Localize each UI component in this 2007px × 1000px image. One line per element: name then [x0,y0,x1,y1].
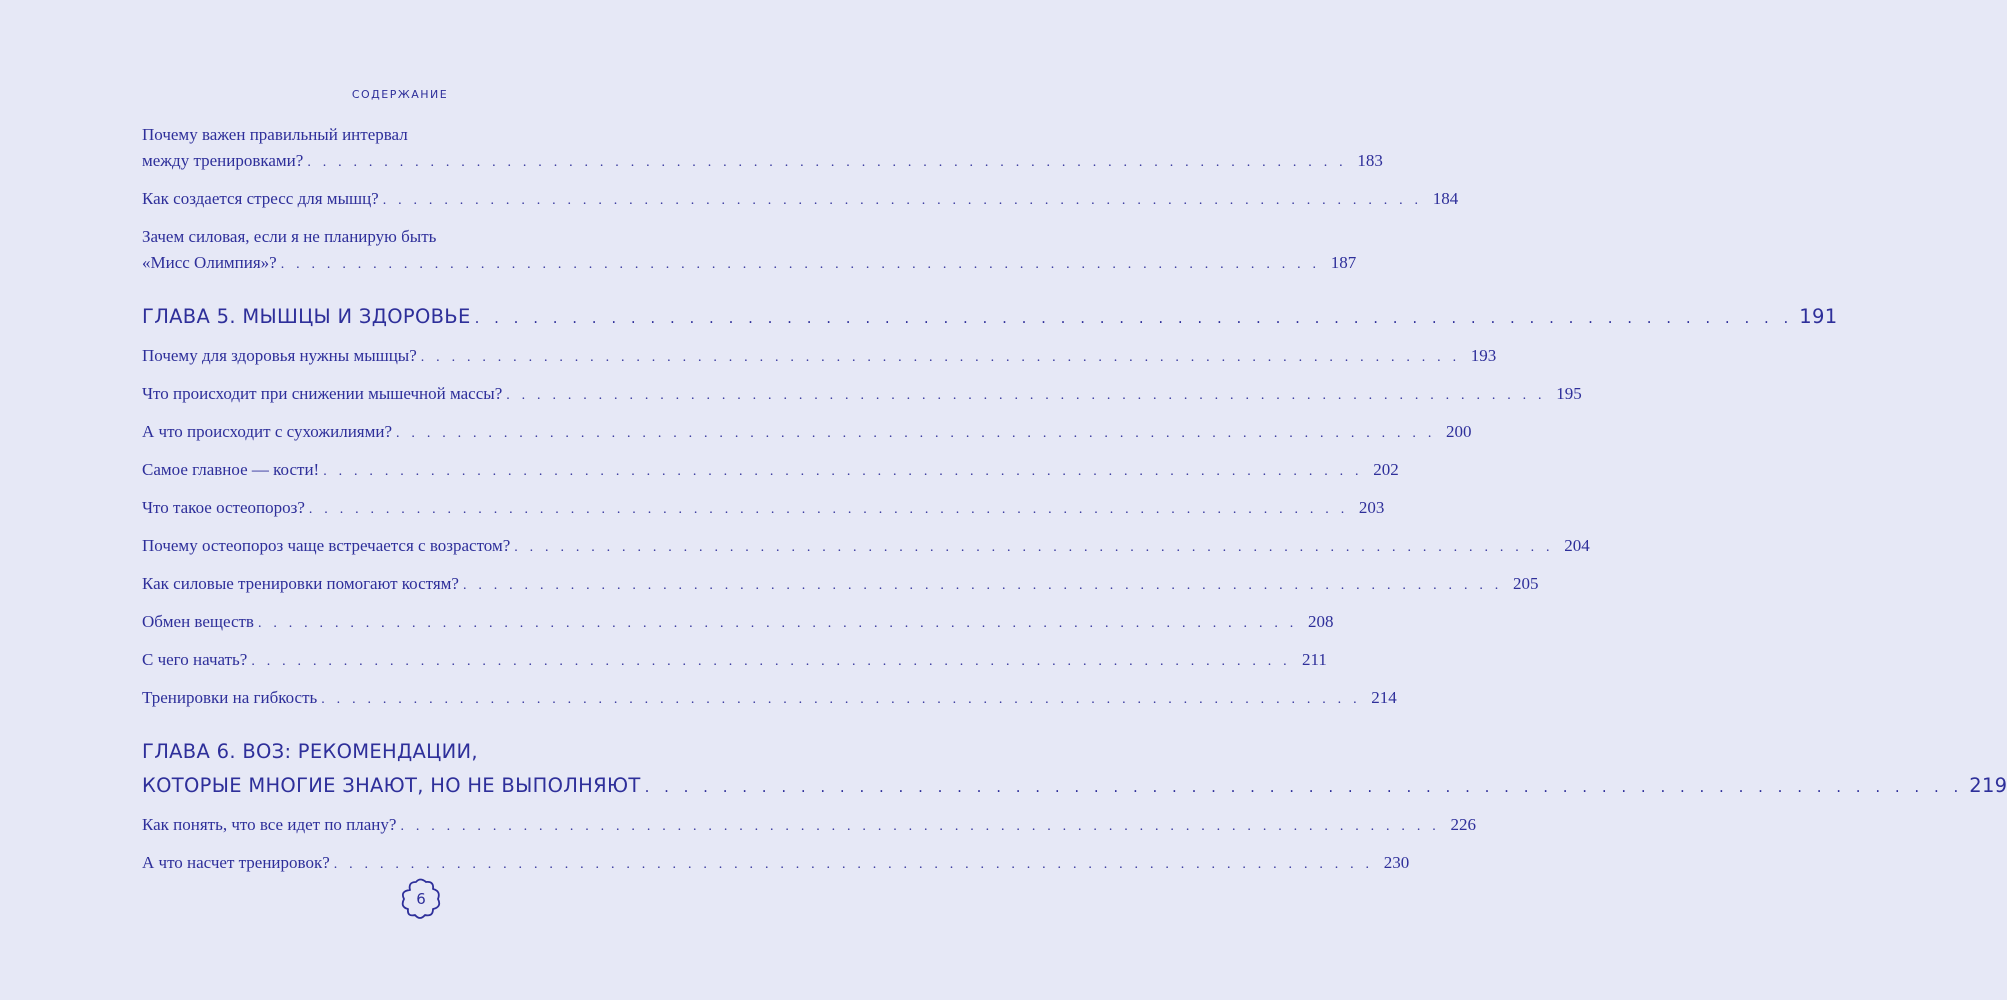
toc-entry-page: 230 [1383,853,1410,872]
table-of-contents [142,122,2007,888]
chapter-title-line2: КОТОРЫЕ МНОГИЕ ЗНАЮТ, НО НЕ ВЫПОЛНЯЮТ [142,774,641,797]
toc-entry-title-line2: между тренировками? [142,151,304,170]
toc-entry-title: Как силовые тренировки помогают костям? [142,574,459,593]
toc-entry-title: Как создается стресс для мышц? [142,189,379,208]
toc-entry-flexibility[interactable] [142,685,1397,713]
dot-leader: . . . . . . . . . . . . . . . . . . . . . . . . . . . . . . . . . . . . . . . . . . . . . . . . . . . . . . . . . . . . . . . . . . . . [462,578,1503,593]
toc-entry-page: 205 [1512,574,1539,593]
toc-entry-title: Почему остеопороз чаще встречается с возрастом? [142,536,511,555]
toc-entry-title: А что насчет тренировок? [142,853,330,872]
toc-entry-title-line2: «Мисс Олимпия»? [142,253,277,272]
page-header: СОДЕРЖАНИЕ [351,88,449,101]
dot-leader: . . . . . . . . . . . . . . . . . . . . . . . . . . . . . . . . . . . . . . . . . . . . . . . . . . . . . . . . . . . . . . . . . . . . [474,309,1794,327]
toc-entry-page: 193 [1470,346,1497,365]
toc-entry-page: 195 [1556,384,1582,403]
chapter-page: 219 [1969,774,2007,797]
toc-entry-page: 187 [1330,253,1357,272]
dot-leader: . . . . . . . . . . . . . . . . . . . . . . . . . . . . . . . . . . . . . . . . . . . . . . . . . . . . . . . . . . . . . . . . . . . . [323,464,1363,479]
toc-entry-page: 184 [1432,189,1459,208]
toc-entry-muscle-loss[interactable] [142,381,1582,409]
toc-entry-title: Обмен веществ [142,612,254,631]
toc-entry-metabolism[interactable] [142,609,1334,637]
toc-entry-miss-olympia[interactable] [142,224,1357,278]
toc-entry-title: Что происходит при снижении мышечной массы? [142,384,503,403]
dot-leader: . . . . . . . . . . . . . . . . . . . . . . . . . . . . . . . . . . . . . . . . . . . . . . . . . . . . . . . . . . . . . . . . . . . . [308,502,1349,517]
toc-chapter-6[interactable] [142,735,2007,804]
toc-entry-title: Самое главное — кости! [142,460,320,479]
toc-entry-bones[interactable] [142,457,1399,485]
dot-leader: . . . . . . . . . . . . . . . . . . . . . . . . . . . . . . . . . . . . . . . . . . . . . . . . . . . . . . . . . . . . . . . . . . . . [251,654,1291,669]
toc-entry-page: 202 [1373,460,1399,479]
toc-entry-title: Почему для здоровья нужны мышцы? [142,346,417,365]
toc-entry-interval[interactable] [142,122,1383,176]
toc-entry-page: 203 [1358,498,1385,517]
toc-entry-osteoporosis-age[interactable] [142,533,1590,561]
toc-entry-page: 183 [1357,151,1383,170]
dot-leader: . . . . . . . . . . . . . . . . . . . . . . . . . . . . . . . . . . . . . . . . . . . . . . . . . . . . . . . . . . . . . . . . . . . . [257,616,1298,631]
page-number: 6 [416,890,426,908]
toc-entry-where-to-start[interactable] [142,647,1327,675]
toc-entry-osteoporosis[interactable] [142,495,1385,523]
toc-entry-page: 211 [1301,650,1327,669]
toc-entry-tendons[interactable] [142,419,1472,447]
toc-entry-page: 200 [1446,422,1472,441]
dot-leader: . . . . . . . . . . . . . . . . . . . . . . . . . . . . . . . . . . . . . . . . . . . . . . . . . . . . . . . . . . . . . . . . . . . . [280,257,1321,272]
dot-leader: . . . . . . . . . . . . . . . . . . . . . . . . . . . . . . . . . . . . . . . . . . . . . . . . . . . . . . . . . . . . . . . . . . . . [506,388,1546,403]
toc-entry-page: 208 [1307,612,1334,631]
chapter-title-line1: ГЛАВА 6. ВОЗ: РЕКОМЕНДАЦИИ, [142,740,478,763]
toc-entry-page: 226 [1450,815,1476,834]
chapter-page: 191 [1799,305,1838,328]
chapter-title: ГЛАВА 5. МЫШЦЫ И ЗДОРОВЬЕ [142,305,471,328]
toc-entry-stress[interactable] [142,186,1459,214]
toc-entry-title: С чего начать? [142,650,248,669]
dot-leader: . . . . . . . . . . . . . . . . . . . . . . . . . . . . . . . . . . . . . . . . . . . . . . . . . . . . . . . . . . . . . . . . . . . . [382,193,1423,208]
dot-leader: . . . . . . . . . . . . . . . . . . . . . . . . . . . . . . . . . . . . . . . . . . . . . . . . . . . . . . . . . . . . . . . . . . . . [333,857,1374,872]
dot-leader: . . . . . . . . . . . . . . . . . . . . . . . . . . . . . . . . . . . . . . . . . . . . . . . . . . . . . . . . . . . . . . . . . . . . [400,819,1440,834]
toc-entry-title: Как понять, что все идет по плану? [142,815,397,834]
page-number-badge [396,874,446,924]
toc-entry-on-track[interactable] [142,812,1476,840]
dot-leader: . . . . . . . . . . . . . . . . . . . . . . . . . . . . . . . . . . . . . . . . . . . . . . . . . . . . . . . . . . . . . . . . . . . . [396,426,1436,441]
toc-chapter-5[interactable] [142,300,1838,335]
toc-entry-title: А что происходит с сухожилиями? [142,422,393,441]
toc-entry-why-muscles[interactable] [142,343,1497,371]
dot-leader: . . . . . . . . . . . . . . . . . . . . . . . . . . . . . . . . . . . . . . . . . . . . . . . . . . . . . . . . . . . . . . . . . . . . [420,350,1461,365]
dot-leader: . . . . . . . . . . . . . . . . . . . . . . . . . . . . . . . . . . . . . . . . . . . . . . . . . . . . . . . . . . . . . . . . . . . . [644,778,1964,796]
toc-entry-title-line1: Зачем силовая, если я не планирую быть [142,227,437,246]
dot-leader: . . . . . . . . . . . . . . . . . . . . . . . . . . . . . . . . . . . . . . . . . . . . . . . . . . . . . . . . . . . . . . . . . . . . [321,692,1361,707]
toc-entry-title-line1: Почему важен правильный интервал [142,125,408,144]
toc-entry-page: 214 [1371,688,1397,707]
toc-entry-title: Что такое остеопороз? [142,498,305,517]
toc-entry-strength-bones[interactable] [142,571,1539,599]
toc-entry-title: Тренировки на гибкость [142,688,318,707]
toc-entry-page: 204 [1564,536,1590,555]
dot-leader: . . . . . . . . . . . . . . . . . . . . . . . . . . . . . . . . . . . . . . . . . . . . . . . . . . . . . . . . . . . . . . . . . . . . [307,155,1347,170]
dot-leader: . . . . . . . . . . . . . . . . . . . . . . . . . . . . . . . . . . . . . . . . . . . . . . . . . . . . . . . . . . . . . . . . . . . . [514,540,1554,555]
